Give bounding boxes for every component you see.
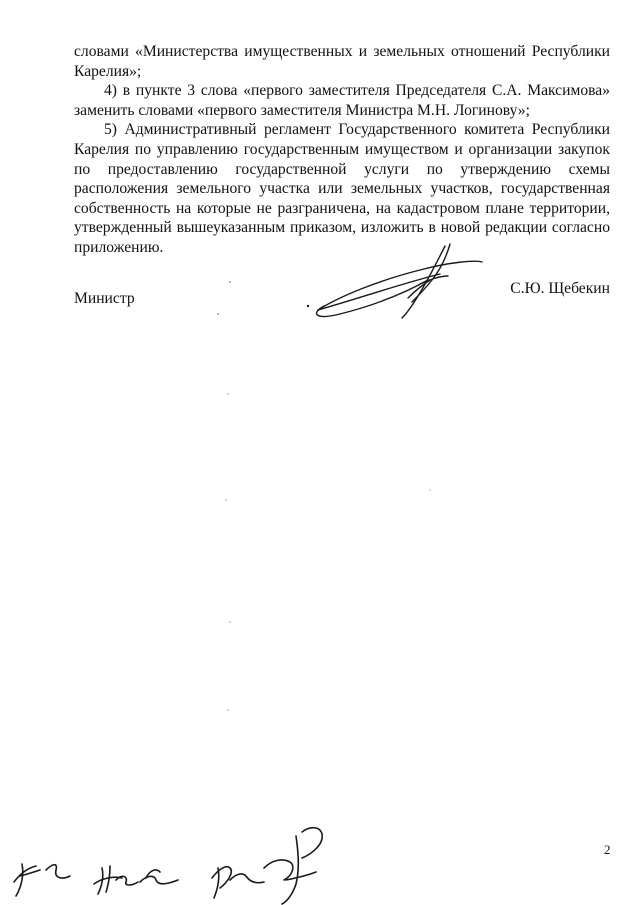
- paragraph-item-4: 4) в пункте 3 слова «первого заместителя Председателя С.А. Максимова» заменить словами «первого заместителя Министра М.Н. Логинову»;: [74, 82, 610, 119]
- signatory-title: Министр: [74, 290, 135, 307]
- signature-block: [74, 280, 610, 314]
- paragraph-item-5: 5) Административный регламент Государственного комитета Республики Карелия по управлению государственным имуществом и организации закупок по предоставлению государственной услуги по утверждению схемы расположения земельного участка или земельных участков, государственная собственность на которые не разграничена, на кадастровом плане территории, утвержденный вышеуказанным приказом, изложить в новой редакции согласно приложению.: [74, 121, 610, 256]
- signatory-name: С.Ю. Щебекин: [510, 280, 610, 297]
- document-body: [74, 42, 610, 258]
- approval-visas: [6, 820, 336, 905]
- paragraph-continuation: словами «Министерства имущественных и земельных отношений Республики Карелия»;: [74, 43, 610, 80]
- page-number: 2: [604, 842, 611, 857]
